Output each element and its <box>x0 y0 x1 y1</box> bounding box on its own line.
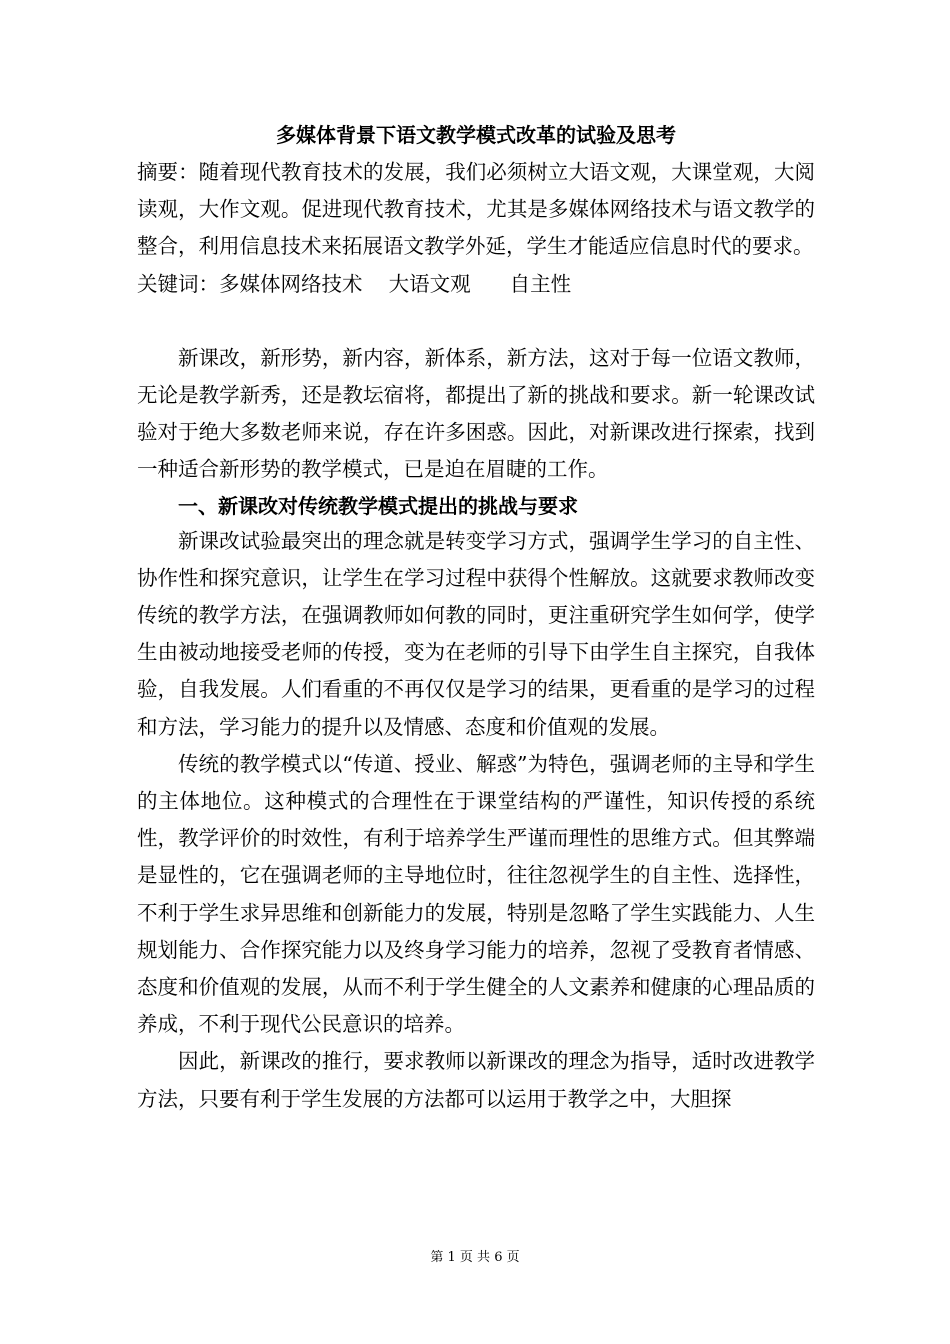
document-page <box>137 118 815 1118</box>
page-footer <box>0 1250 950 1266</box>
abstract: 摘要：随着现代教育技术的发展，我们必须树立大语文观，大课堂观，大阅读观，大作文观。促进现代教育技术，尤其是多媒体网络技术与语文教学的整合，利用信息技术来拓展语文教学外延，学生才能适应信息时代的要求。 <box>137 160 815 259</box>
page-indicator: 第 1 页 共 6 页 <box>430 1250 520 1265</box>
body-paragraph: 新课改试验最突出的理念就是转变学习方式，强调学生学习的自主性、协作性和探究意识，让学生在学习过程中获得个性解放。这就要求教师改变传统的教学方法，在强调教师如何教的同时，更注重研究学生如何学，使学生由被动地接受老师的传授，变为在老师的引导下由学生自主探究，自我体验，自我发展。人们看重的不再仅仅是学习的结果，更看重的是学习的过程和方法，学习能力的提升以及情感、态度和价值观的发展。 <box>137 528 815 739</box>
keywords: 关键词：多媒体网络技术 大语文观 自主性 <box>137 271 572 296</box>
blank-line <box>137 303 815 340</box>
document-title: 多媒体背景下语文教学模式改革的试验及思考 <box>276 123 676 147</box>
body-paragraph: 因此，新课改的推行，要求教师以新课改的理念为指导，适时改进教学方法，只要有利于学生发展的方法都可以运用于教学之中，大胆探 <box>137 1049 815 1111</box>
body-paragraph: 传统的教学模式以“传道、授业、解惑”为特色，强调老师的主导和学生的主体地位。这种模式的合理性在于课堂结构的严谨性，知识传授的系统性，教学评价的时效性，有利于培养学生严谨而理性的思维方式。但其弊端是显性的，它在强调老师的主导地位时，往往忽视学生的自主性、选择性，不利于学生求异思维和创新能力的发展，特别是忽略了学生实践能力、人生规划能力、合作探究能力以及终身学习能力的培养，忽视了受教育者情感、态度和价值观的发展，从而不利于学生健全的人文素养和健康的心理品质的养成，不利于现代公民意识的培养。 <box>137 751 815 1037</box>
intro-paragraph: 新课改，新形势，新内容，新体系，新方法，这对于每一位语文教师，无论是教学新秀，还是教坛宿将，都提出了新的挑战和要求。新一轮课改试验对于绝大多数老师来说，存在许多困惑。因此，对新课改进行探索，找到一种适合新形势的教学模式，已是迫在眉睫的工作。 <box>137 345 815 482</box>
section-heading: 一、新课改对传统教学模式提出的挑战与要求 <box>178 493 578 518</box>
